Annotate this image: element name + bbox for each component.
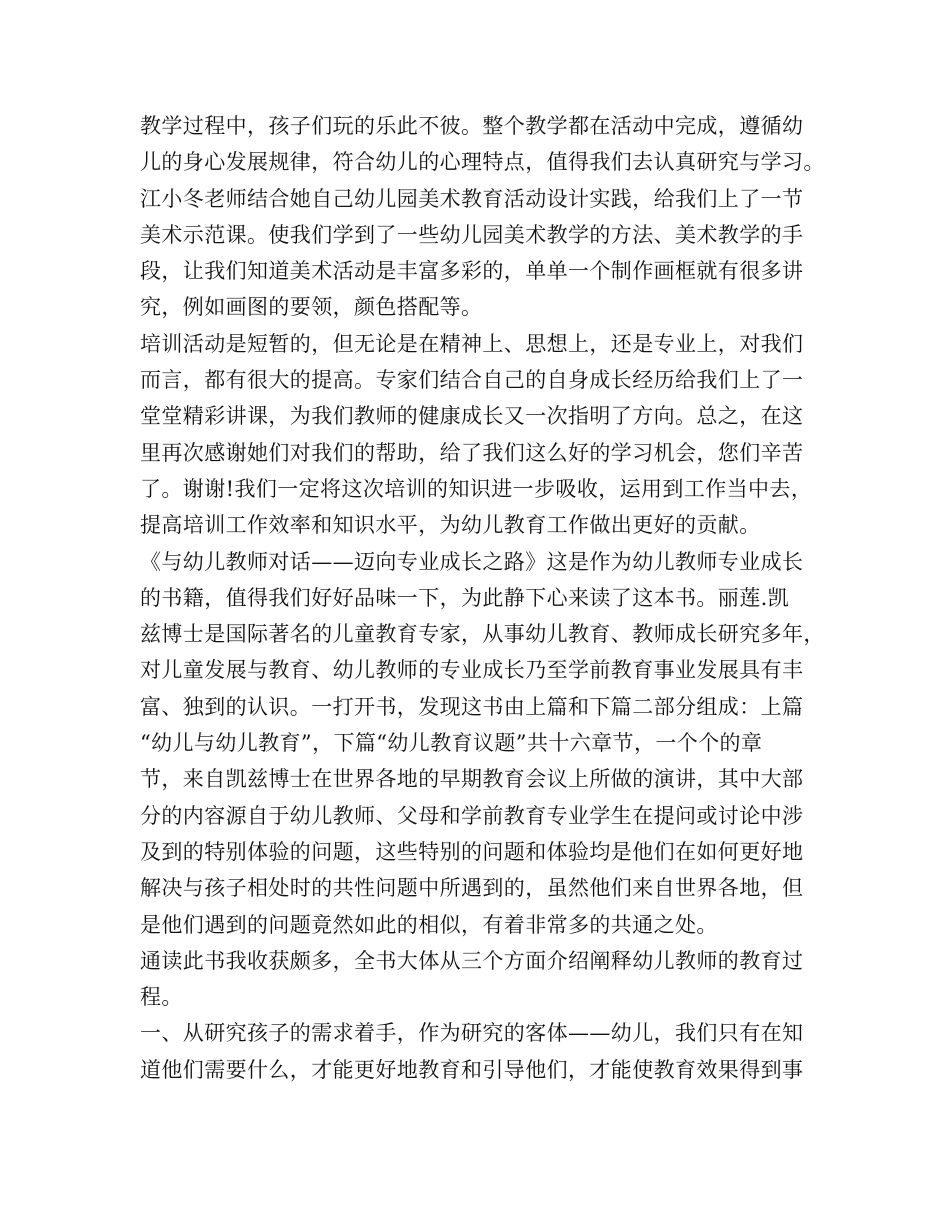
text-line: 而言，都有很大的提高。专家们结合自己的自身成长经历给我们上了一: [140, 368, 804, 393]
text-line: 是他们遇到的问题竟然如此的相似，有着非常多的共通之处。: [140, 912, 718, 937]
text-line: 究，例如画图的要领，颜色搭配等。: [140, 295, 483, 320]
text-line: 里再次感谢她们对我们的帮助，给了我们这么好的学习机会，您们辛苦: [140, 440, 804, 465]
text-line: 一、从研究孩子的需求着手，作为研究的客体——幼儿，我们只有在知: [140, 1021, 804, 1046]
text-line: 分的内容源自于幼儿教师、父母和学前教育专业学生在提问或讨论中涉: [140, 803, 804, 828]
text-line: 及到的特别体验的问题，这些特别的问题和体验均是他们在如何更好地: [140, 839, 804, 864]
text-line: 节，来自凯兹博士在世界各地的早期教育会议上所做的演讲，其中大部: [140, 767, 804, 792]
text-line: 提高培训工作效率和知识水平，为幼儿教育工作做出更好的贡献。: [140, 513, 761, 538]
text-line: 对儿童发展与教育、幼儿教师的专业成长乃至学前教育事业发展具有丰: [140, 658, 804, 683]
text-line: 堂堂精彩讲课，为我们教师的健康成长又一次指明了方向。总之，在这: [140, 404, 804, 429]
text-line: 美术示范课。使我们学到了一些幼儿园美术教学的方法、美术教学的手: [140, 222, 804, 247]
text-line: 了。谢谢!我们一定将这次培训的知识进一步吸收，运用到工作当中去，: [140, 476, 813, 501]
text-line: 的书籍，值得我们好好品味一下，为此静下心来读了这本书。丽莲.凯: [140, 585, 790, 610]
text-line: 程。: [140, 985, 183, 1010]
text-line: 儿的身心发展规律，符合幼儿的心理特点，值得我们去认真研究与学习。: [140, 150, 825, 175]
text-line: 教学过程中，孩子们玩的乐此不彼。整个教学都在活动中完成，遵循幼: [140, 114, 804, 138]
text-line: 富、独到的认识。一打开书，发现这书由上篇和下篇二部分组成：上篇: [140, 694, 804, 719]
text-line: 道他们需要什么，才能更好地教育和引导他们，才能使教育效果得到事: [140, 1057, 804, 1082]
text-line: 培训活动是短暂的，但无论是在精神上、思想上，还是专业上，对我们: [140, 331, 804, 356]
text-line: 段，让我们知道美术活动是丰富多彩的，单单一个制作画框就有很多讲: [140, 259, 804, 284]
text-line: “幼儿与幼儿教育”，下篇“幼儿教育议题”共十六章节，一个个的章: [140, 731, 763, 756]
text-line: 兹博士是国际著名的儿童教育专家，从事幼儿教育、教师成长研究多年，: [140, 622, 825, 647]
text-line: 江小冬老师结合她自己幼儿园美术教育活动设计实践，给我们上了一节: [140, 186, 804, 211]
document-body: [140, 108, 830, 1088]
text-line: 《与幼儿教师对话——迈向专业成长之路》这是作为幼儿教师专业成长: [140, 549, 804, 574]
text-line: 解决与孩子相处时的共性问题中所遇到的，虽然他们来自世界各地，但: [140, 876, 804, 901]
text-line: 通读此书我收获颇多，全书大体从三个方面介绍阐释幼儿教师的教育过: [140, 948, 804, 973]
